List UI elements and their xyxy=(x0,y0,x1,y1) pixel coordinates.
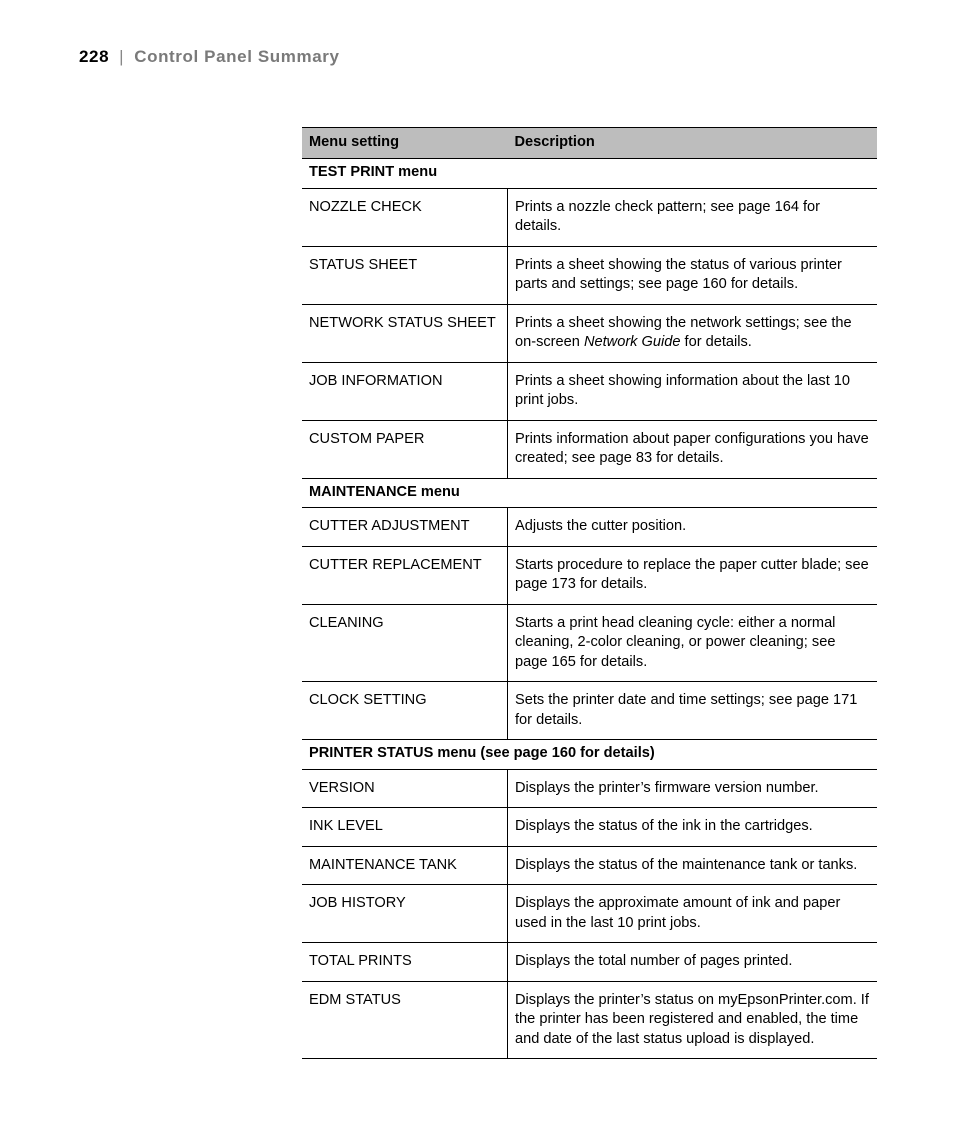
page-header xyxy=(79,47,340,67)
section-title: MAINTENANCE menu xyxy=(302,478,877,508)
menu-setting-cell: NETWORK STATUS SHEET xyxy=(302,304,508,362)
description-text: Prints a sheet showing the network settings; see the on-screen xyxy=(515,314,852,350)
network-guide-reference: Network Guide xyxy=(583,334,681,350)
table-row xyxy=(302,682,877,740)
menu-setting-cell: VERSION xyxy=(302,769,508,808)
table-row xyxy=(302,943,877,982)
table-row xyxy=(302,508,877,547)
description-text: for details. xyxy=(680,334,752,350)
section-row xyxy=(302,159,877,189)
table-row xyxy=(302,981,877,1059)
menu-setting-cell: STATUS SHEET xyxy=(302,246,508,304)
table-row xyxy=(302,304,877,362)
table-row xyxy=(302,846,877,885)
table-row xyxy=(302,604,877,682)
menu-setting-cell: CLOCK SETTING xyxy=(302,682,508,740)
description-cell: Displays the status of the maintenance tank or tanks. xyxy=(508,846,878,885)
menu-setting-cell: CLEANING xyxy=(302,604,508,682)
description-cell: Starts a print head cleaning cycle: either a normal cleaning, 2-color cleaning, or power cleaning; see page 165 for details. xyxy=(508,604,878,682)
menu-setting-cell: CUTTER ADJUSTMENT xyxy=(302,508,508,547)
table-row xyxy=(302,808,877,847)
section-title: TEST PRINT menu xyxy=(302,159,877,189)
table-row xyxy=(302,885,877,943)
menu-setting-cell: INK LEVEL xyxy=(302,808,508,847)
table-header-row xyxy=(302,128,877,159)
page-title: Control Panel Summary xyxy=(134,47,340,66)
section-row xyxy=(302,740,877,770)
column-header-description: Description xyxy=(508,128,878,159)
description-cell: Displays the approximate amount of ink and paper used in the last 10 print jobs. xyxy=(508,885,878,943)
description-cell xyxy=(508,304,878,362)
menu-setting-cell: CUSTOM PAPER xyxy=(302,420,508,478)
section-title: PRINTER STATUS menu (see page 160 for details) xyxy=(302,740,877,770)
description-cell: Displays the printer’s firmware version number. xyxy=(508,769,878,808)
table-row xyxy=(302,546,877,604)
table-row xyxy=(302,188,877,246)
description-cell: Prints a sheet showing information about the last 10 print jobs. xyxy=(508,362,878,420)
page-number: 228 xyxy=(79,47,110,66)
menu-setting-cell: MAINTENANCE TANK xyxy=(302,846,508,885)
table-row xyxy=(302,362,877,420)
table-row xyxy=(302,420,877,478)
table-row xyxy=(302,769,877,808)
table-row xyxy=(302,246,877,304)
description-cell: Displays the total number of pages printed. xyxy=(508,943,878,982)
header-separator: | xyxy=(119,47,125,66)
menu-setting-cell: NOZZLE CHECK xyxy=(302,188,508,246)
description-cell: Displays the printer’s status on myEpsonPrinter.com. If the printer has been registered and enabled, the time and date of the last status upload is displayed. xyxy=(508,981,878,1059)
menu-setting-cell: JOB INFORMATION xyxy=(302,362,508,420)
menu-setting-cell: EDM STATUS xyxy=(302,981,508,1059)
description-cell: Starts procedure to replace the paper cutter blade; see page 173 for details. xyxy=(508,546,878,604)
description-cell: Prints a nozzle check pattern; see page 164 for details. xyxy=(508,188,878,246)
menu-setting-cell: CUTTER REPLACEMENT xyxy=(302,546,508,604)
menu-setting-cell: TOTAL PRINTS xyxy=(302,943,508,982)
description-cell: Prints a sheet showing the status of various printer parts and settings; see page 160 for details. xyxy=(508,246,878,304)
description-cell: Displays the status of the ink in the cartridges. xyxy=(508,808,878,847)
section-row xyxy=(302,478,877,508)
description-cell: Adjusts the cutter position. xyxy=(508,508,878,547)
column-header-menu-setting: Menu setting xyxy=(302,128,508,159)
menu-settings-table xyxy=(302,127,877,1059)
description-cell: Prints information about paper configurations you have created; see page 83 for details. xyxy=(508,420,878,478)
description-cell: Sets the printer date and time settings; see page 171 for details. xyxy=(508,682,878,740)
menu-setting-cell: JOB HISTORY xyxy=(302,885,508,943)
